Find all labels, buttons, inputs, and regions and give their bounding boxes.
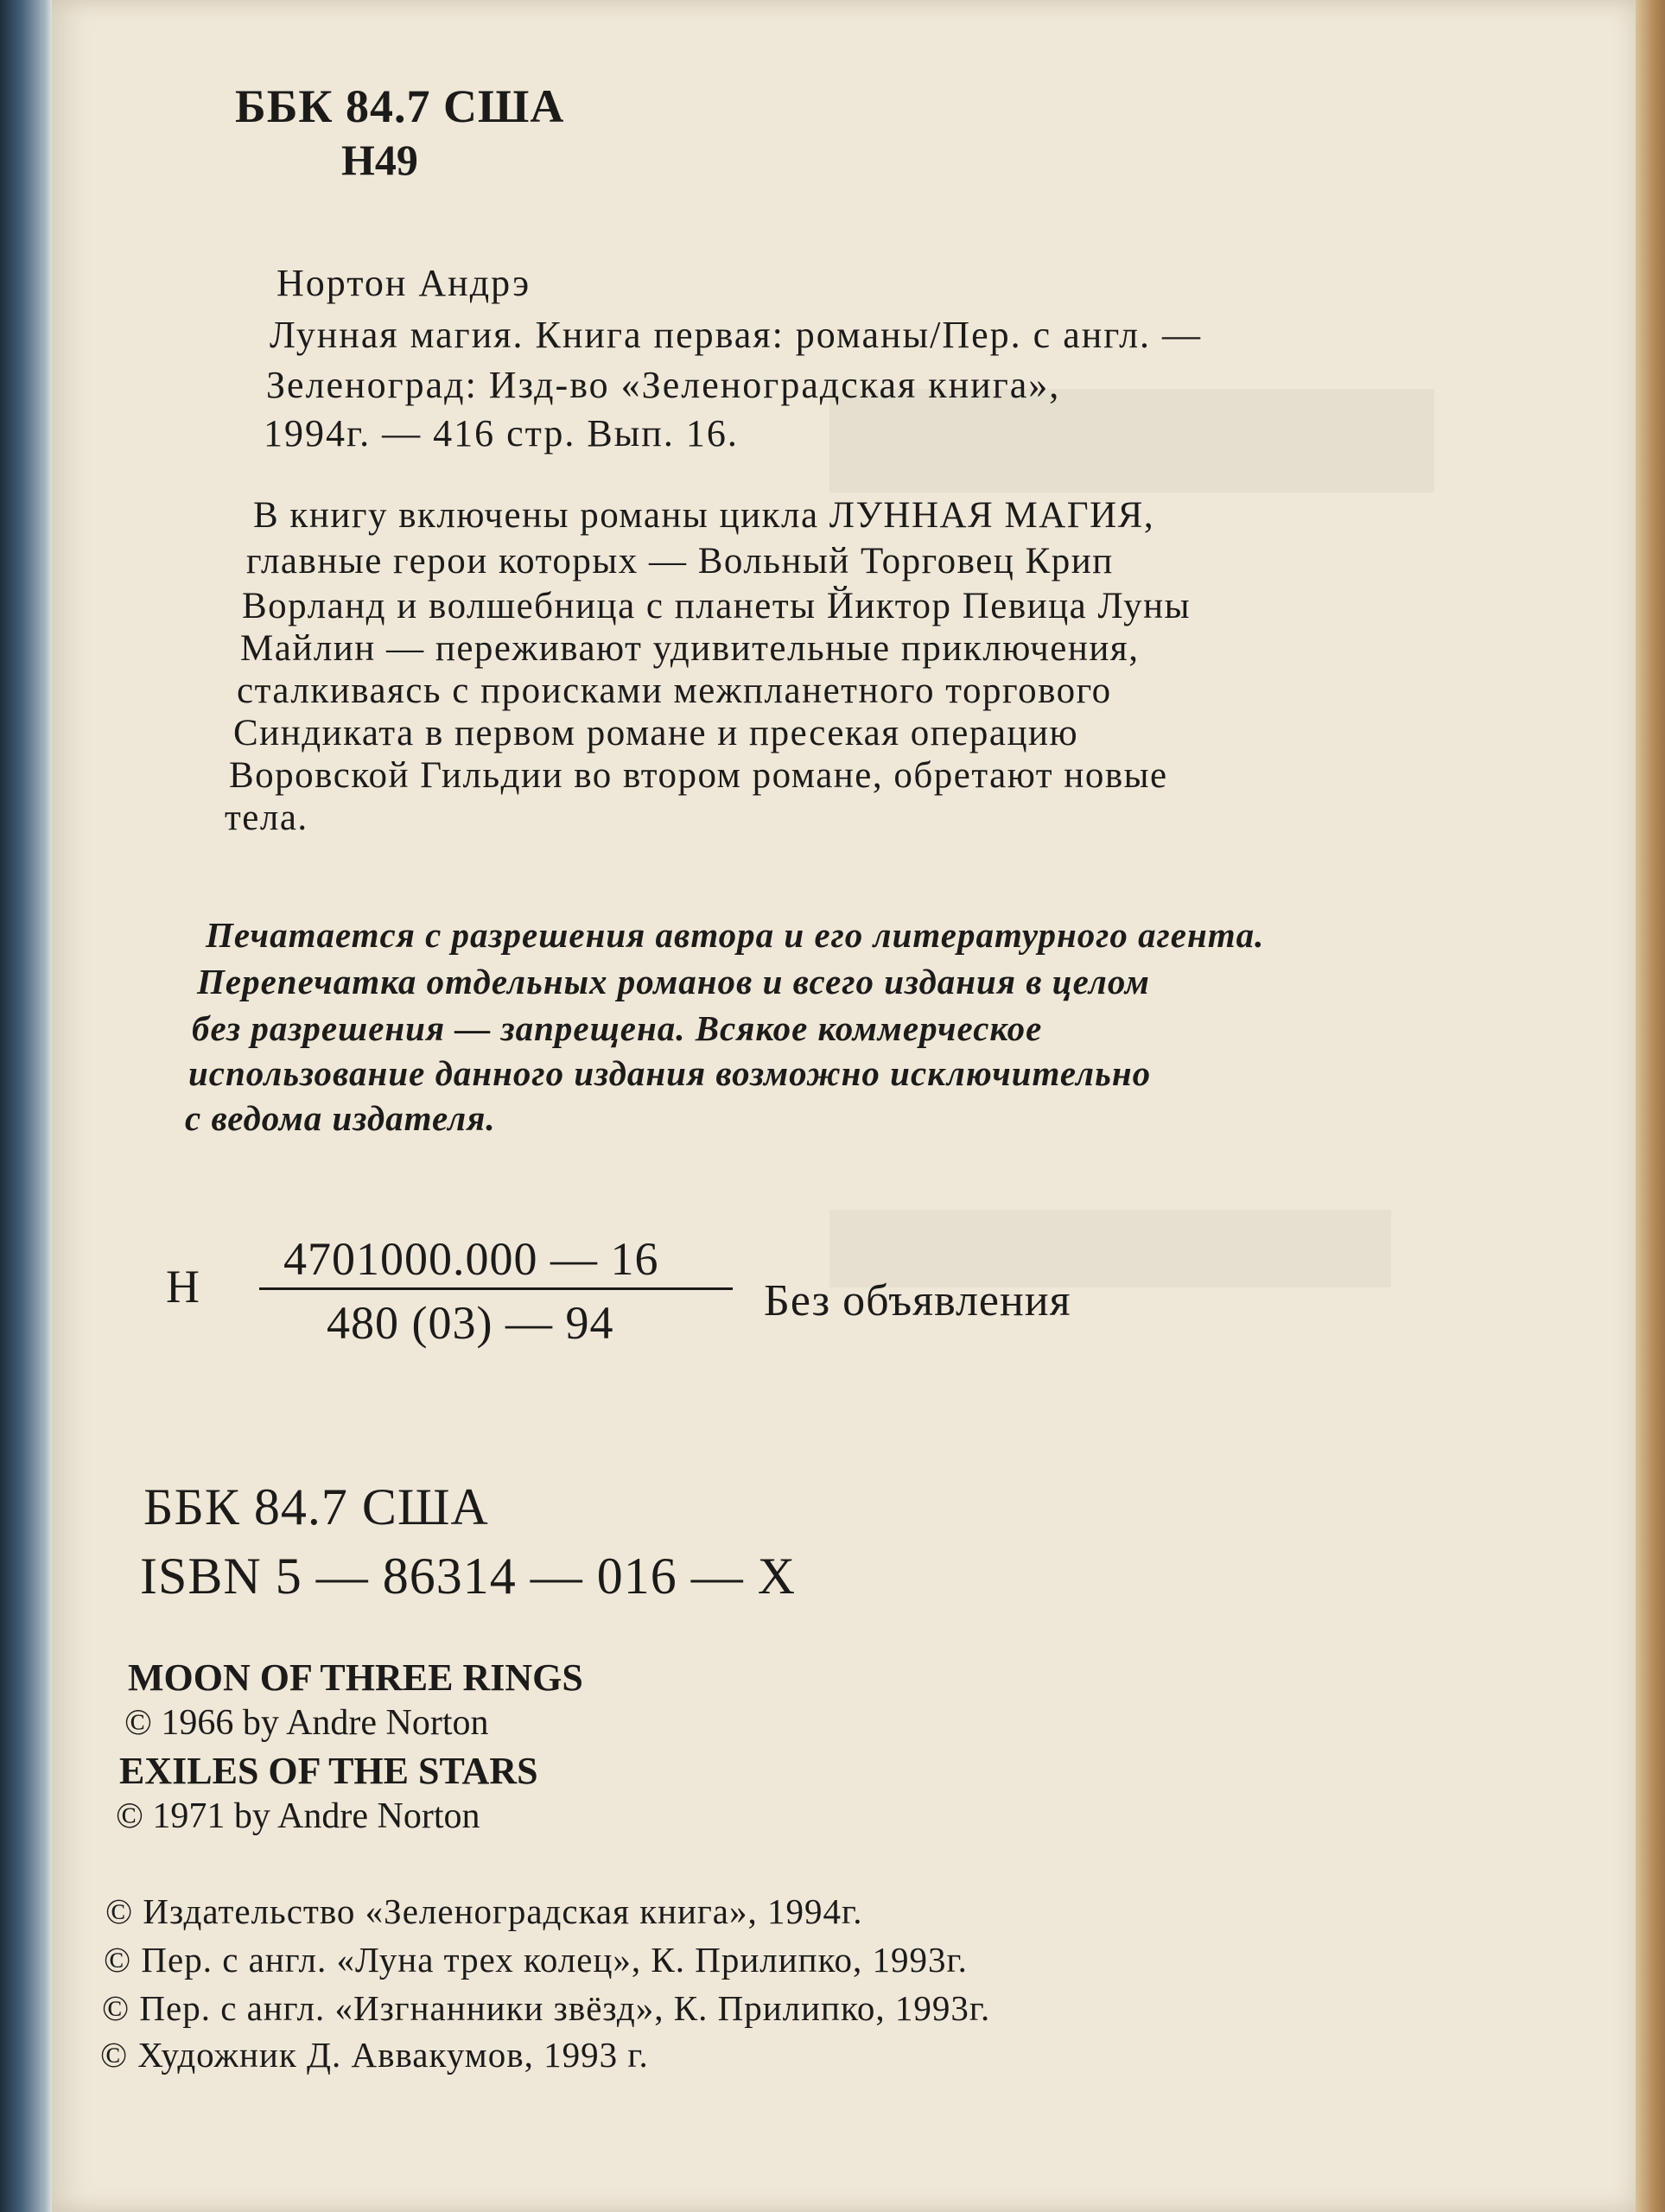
bibliographic-line: Зеленоград: Изд-во «Зеленоградская книга», (266, 364, 1061, 406)
book-page-edge-right (1636, 0, 1665, 2212)
index-letter: Н (166, 1261, 200, 1313)
annotation-line: Майлин — переживают удивительные приключения, (240, 628, 1140, 669)
bbk-classification: ББК 84.7 США (143, 1478, 489, 1535)
legal-notice-line: с ведома издателя. (185, 1098, 496, 1138)
publisher-copyright-line: © Пер. с англ. «Изгнанники звёзд», К. Прилипко, 1993г. (102, 1988, 991, 2028)
annotation-line: тела. (225, 798, 308, 838)
publisher-copyright-line: © Пер. с англ. «Луна трех колец», К. Прилипко, 1993г. (104, 1940, 968, 1980)
legal-notice-line: Печатается с разрешения автора и его литературного агента. (206, 915, 1265, 955)
annotation-line: Воровской Гильдии во втором романе, обретают новые (229, 755, 1168, 796)
bibliographic-line: Лунная магия. Книга первая: романы/Пер. с англ. — (270, 314, 1203, 356)
author-code: Н49 (341, 136, 418, 184)
annotation-line: Синдиката в первом романе и пресекая операцию (233, 713, 1079, 753)
original-title: EXILES OF THE STARS (119, 1750, 538, 1792)
index-fraction-line (259, 1287, 733, 1290)
original-copyright: © 1966 by Andre Norton (124, 1703, 489, 1743)
annotation-line: В книгу включены романы цикла ЛУННАЯ МАГИЯ, (253, 495, 1155, 536)
publisher-copyright-line: © Художник Д. Аввакумов, 1993 г. (100, 2035, 649, 2075)
annotation-line: главные герои которых — Вольный Торговец Крип (246, 541, 1114, 582)
bibliographic-line: Нортон Андрэ (276, 262, 531, 304)
original-title: MOON OF THREE RINGS (128, 1656, 583, 1699)
annotation-line: сталкиваясь с происками межпланетного торгового (237, 671, 1112, 711)
bbk-header: ББК 84.7 США (235, 80, 565, 132)
legal-notice-line: без разрешения — запрещена. Всякое коммерческое (192, 1008, 1043, 1048)
isbn: ISBN 5 — 86314 — 016 — X (140, 1548, 797, 1605)
annotation-line: Ворланд и волшебница с планеты Йиктор Певица Луны (242, 586, 1191, 626)
bibliographic-line: 1994г. — 416 стр. Вып. 16. (264, 412, 739, 454)
book-cover-edge-left (0, 0, 54, 2212)
original-copyright: © 1971 by Andre Norton (116, 1796, 480, 1836)
publisher-copyright-line: © Издательство «Зеленоградская книга», 1994г. (105, 1891, 863, 1931)
book-page (52, 0, 1637, 2212)
legal-notice-line: Перепечатка отдельных романов и всего издания в целом (197, 962, 1150, 1001)
legal-notice-line: использование данного издания возможно исключительно (188, 1053, 1152, 1093)
index-numerator: 4701000.000 — 16 (283, 1233, 659, 1285)
no-announcement-note: Без объявления (764, 1276, 1071, 1325)
index-denominator: 480 (03) — 94 (327, 1297, 614, 1349)
